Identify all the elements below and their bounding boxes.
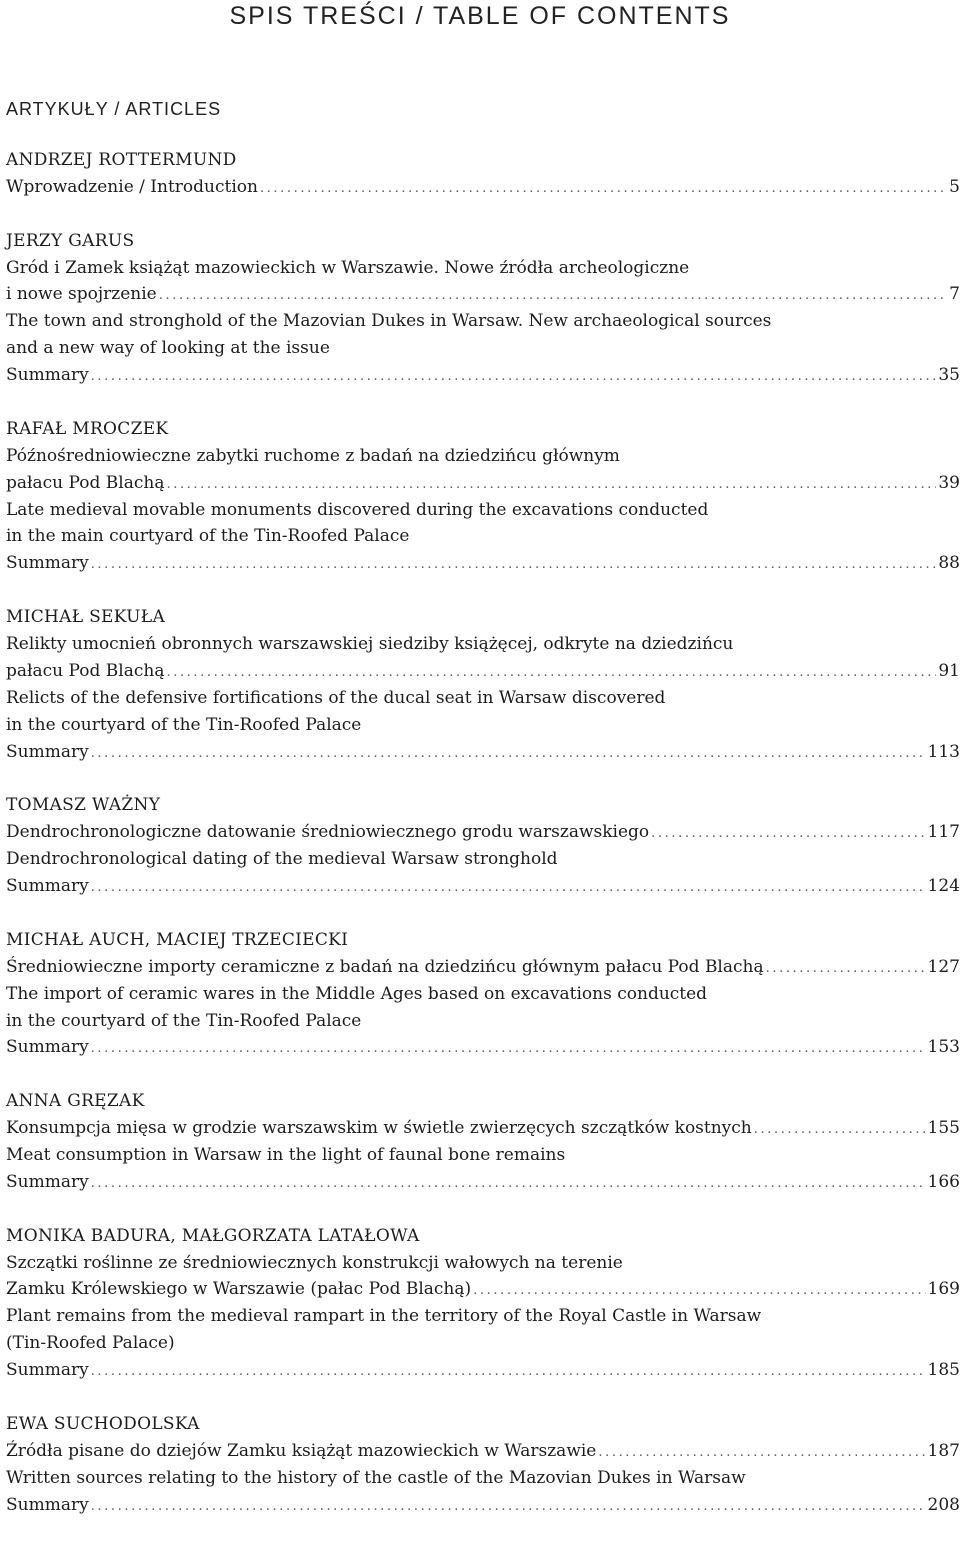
entry-title-text: pałacu Pod Blachą bbox=[6, 660, 165, 681]
toc-line bbox=[6, 1250, 960, 1277]
toc-line-with-page[interactable] bbox=[6, 362, 960, 389]
toc-line-with-page[interactable] bbox=[6, 1276, 960, 1303]
entry-title-text: Relicts of the defensive fortifications of the ducal seat in Warsaw discovered bbox=[6, 687, 666, 708]
dot-leader bbox=[91, 741, 926, 768]
page-number: 117 bbox=[927, 822, 960, 843]
entry-title-text: Dendrochronological dating of the medieval Warsaw stronghold bbox=[6, 849, 558, 870]
dot-leader bbox=[651, 821, 925, 848]
toc-line-with-page[interactable] bbox=[6, 174, 960, 201]
entry-author: ANDRZEJ ROTTERMUND bbox=[6, 150, 237, 170]
page-number: 91 bbox=[938, 660, 960, 681]
dot-leader bbox=[166, 660, 936, 687]
page-number: 39 bbox=[938, 472, 960, 493]
entry-title-text: Meat consumption in Warsaw in the light of faunal bone remains bbox=[6, 1144, 566, 1165]
dot-leader bbox=[166, 472, 936, 499]
entry-title-text: Dendrochronologiczne datowanie średniowiecznego grodu warszawskiego bbox=[6, 822, 650, 843]
entry-author: MONIKA BADURA, MAŁGORZATA LATAŁOWA bbox=[6, 1225, 420, 1246]
page-number: 88 bbox=[938, 553, 960, 574]
toc-line-with-page[interactable] bbox=[6, 954, 960, 981]
dot-leader bbox=[91, 364, 937, 391]
toc-line bbox=[6, 981, 960, 1008]
toc-list bbox=[6, 147, 960, 1545]
entry-title-text: and a new way of looking at the issue bbox=[6, 338, 330, 359]
page-title: SPIS TREŚCI / TABLE OF CONTENTS bbox=[229, 2, 731, 30]
dot-leader bbox=[91, 1171, 926, 1198]
entry-title-text: Summary bbox=[6, 1171, 89, 1192]
entry-title-text: Źródła pisane do dziejów Zamku książąt mazowieckich w Warszawie bbox=[6, 1440, 597, 1461]
toc-line-with-page[interactable] bbox=[6, 819, 960, 846]
toc-line-with-page[interactable] bbox=[6, 658, 960, 685]
toc-line-with-page[interactable] bbox=[6, 550, 960, 577]
entry-title-text: Summary bbox=[6, 1494, 89, 1515]
toc-entry bbox=[6, 792, 960, 900]
dot-leader bbox=[260, 176, 947, 203]
entry-title-text: i nowe spojrzenie bbox=[6, 284, 157, 305]
toc-line-with-page[interactable] bbox=[6, 1115, 960, 1142]
entry-title-text: Relikty umocnień obronnych warszawskiej siedziby książęcej, odkryte na dziedzińcu bbox=[6, 634, 734, 655]
dot-leader bbox=[91, 1359, 926, 1386]
toc-line bbox=[6, 846, 960, 873]
toc-line-with-page[interactable] bbox=[6, 470, 960, 497]
toc-line-with-page[interactable] bbox=[6, 873, 960, 900]
entry-title-text: pałacu Pod Blachą bbox=[6, 472, 165, 493]
toc-line-with-page[interactable] bbox=[6, 1169, 960, 1196]
dot-leader bbox=[159, 283, 947, 310]
dot-leader bbox=[91, 875, 926, 902]
entry-title-text: Summary bbox=[6, 1360, 89, 1381]
page-number: 166 bbox=[927, 1171, 960, 1192]
page-number: 153 bbox=[927, 1037, 960, 1058]
page-number: 155 bbox=[927, 1118, 960, 1139]
dot-leader bbox=[598, 1440, 925, 1467]
toc-line bbox=[6, 523, 960, 550]
entry-title-text: Średniowieczne importy ceramiczne z badań na dziedzińcu głównym pałacu Pod Blachą bbox=[6, 956, 764, 977]
entry-author: RAFAŁ MROCZEK bbox=[6, 418, 169, 439]
toc-line bbox=[6, 308, 960, 335]
page-number: 5 bbox=[949, 176, 960, 197]
toc-entry bbox=[6, 604, 960, 765]
entry-author: ANNA GRĘZAK bbox=[6, 1091, 145, 1112]
toc-entry bbox=[6, 1223, 960, 1384]
toc-line bbox=[6, 712, 960, 739]
toc-entry bbox=[6, 416, 960, 577]
page-number: 124 bbox=[927, 876, 960, 897]
entry-title-text: Późnośredniowieczne zabytki ruchome z badań na dziedzińcu głównym bbox=[6, 445, 620, 466]
toc-line-with-page[interactable] bbox=[6, 1492, 960, 1519]
entry-title-text: The town and stronghold of the Mazovian Dukes in Warsaw. New archaeological sources bbox=[6, 311, 772, 332]
entry-title-text: Summary bbox=[6, 1037, 89, 1058]
section-heading: ARTYKUŁY / ARTICLES bbox=[6, 99, 222, 119]
toc-line bbox=[6, 1008, 960, 1035]
dot-leader bbox=[91, 1036, 926, 1063]
page-number: 127 bbox=[927, 956, 960, 977]
entry-title-text: (Tin-Roofed Palace) bbox=[6, 1333, 175, 1354]
toc-line bbox=[6, 1330, 960, 1357]
entry-title-text: Summary bbox=[6, 365, 89, 386]
entry-title-text: in the main courtyard of the Tin-Roofed Palace bbox=[6, 526, 410, 547]
toc-entry bbox=[6, 147, 960, 201]
entry-author: MICHAŁ AUCH, MACIEJ TRZECIECKI bbox=[6, 929, 349, 950]
page-number: 208 bbox=[927, 1494, 960, 1515]
entry-title-text: Plant remains from the medieval rampart in the territory of the Royal Castle in Warsaw bbox=[6, 1306, 762, 1327]
dot-leader bbox=[766, 956, 926, 983]
toc-line bbox=[6, 443, 960, 470]
toc-line bbox=[6, 497, 960, 524]
toc-line bbox=[6, 1142, 960, 1169]
page-number: 187 bbox=[927, 1440, 960, 1461]
entry-author: EWA SUCHODOLSKA bbox=[6, 1413, 200, 1434]
dot-leader bbox=[91, 552, 937, 579]
page-number: 7 bbox=[949, 284, 960, 305]
entry-title-text: Konsumpcja mięsa w grodzie warszawskim w świetle zwierzęcych szczątków kostnych bbox=[6, 1118, 752, 1139]
entry-author: TOMASZ WAŻNY bbox=[6, 795, 161, 816]
entry-title-text: Gród i Zamek książąt mazowieckich w Warszawie. Nowe źródła archeologiczne bbox=[6, 257, 690, 278]
page-number: 113 bbox=[927, 741, 960, 762]
entry-title-text: Wprowadzenie / Introduction bbox=[6, 176, 258, 197]
toc-line-with-page[interactable] bbox=[6, 739, 960, 766]
page-number: 35 bbox=[938, 365, 960, 386]
toc-line bbox=[6, 335, 960, 362]
toc-entry bbox=[6, 927, 960, 1061]
entry-title-text: Summary bbox=[6, 741, 89, 762]
dot-leader bbox=[91, 1494, 926, 1521]
page-number: 169 bbox=[927, 1279, 960, 1300]
toc-entry bbox=[6, 1088, 960, 1196]
entry-title-text: Written sources relating to the history of the castle of the Mazovian Dukes in Warsaw bbox=[6, 1467, 746, 1488]
toc-line bbox=[6, 255, 960, 282]
entry-author: JERZY GARUS bbox=[6, 230, 135, 251]
entry-title-text: The import of ceramic wares in the Middle Ages based on excavations conducted bbox=[6, 983, 708, 1004]
entry-title-text: in the courtyard of the Tin-Roofed Palace bbox=[6, 714, 362, 735]
page-number: 185 bbox=[927, 1360, 960, 1381]
toc-line-with-page[interactable] bbox=[6, 1438, 960, 1465]
toc-line bbox=[6, 1303, 960, 1330]
entry-title-text: Late medieval movable monuments discovered during the excavations conducted bbox=[6, 499, 709, 520]
toc-entry bbox=[6, 1411, 960, 1519]
dot-leader bbox=[473, 1278, 925, 1305]
toc-line bbox=[6, 685, 960, 712]
entry-title-text: Summary bbox=[6, 876, 89, 897]
toc-entry bbox=[6, 228, 960, 389]
toc-line bbox=[6, 631, 960, 658]
dot-leader bbox=[754, 1117, 926, 1144]
toc-line-with-page[interactable] bbox=[6, 1034, 960, 1061]
toc-line-with-page[interactable] bbox=[6, 281, 960, 308]
entry-title-text: Zamku Królewskiego w Warszawie (pałac Pod Blachą) bbox=[6, 1279, 472, 1300]
toc-line bbox=[6, 1465, 960, 1492]
entry-author: MICHAŁ SEKUŁA bbox=[6, 607, 166, 628]
entry-title-text: in the courtyard of the Tin-Roofed Palace bbox=[6, 1010, 362, 1031]
toc-line-with-page[interactable] bbox=[6, 1357, 960, 1384]
entry-title-text: Szczątki roślinne ze średniowiecznych konstrukcji wałowych na terenie bbox=[6, 1252, 623, 1273]
entry-title-text: Summary bbox=[6, 553, 89, 574]
